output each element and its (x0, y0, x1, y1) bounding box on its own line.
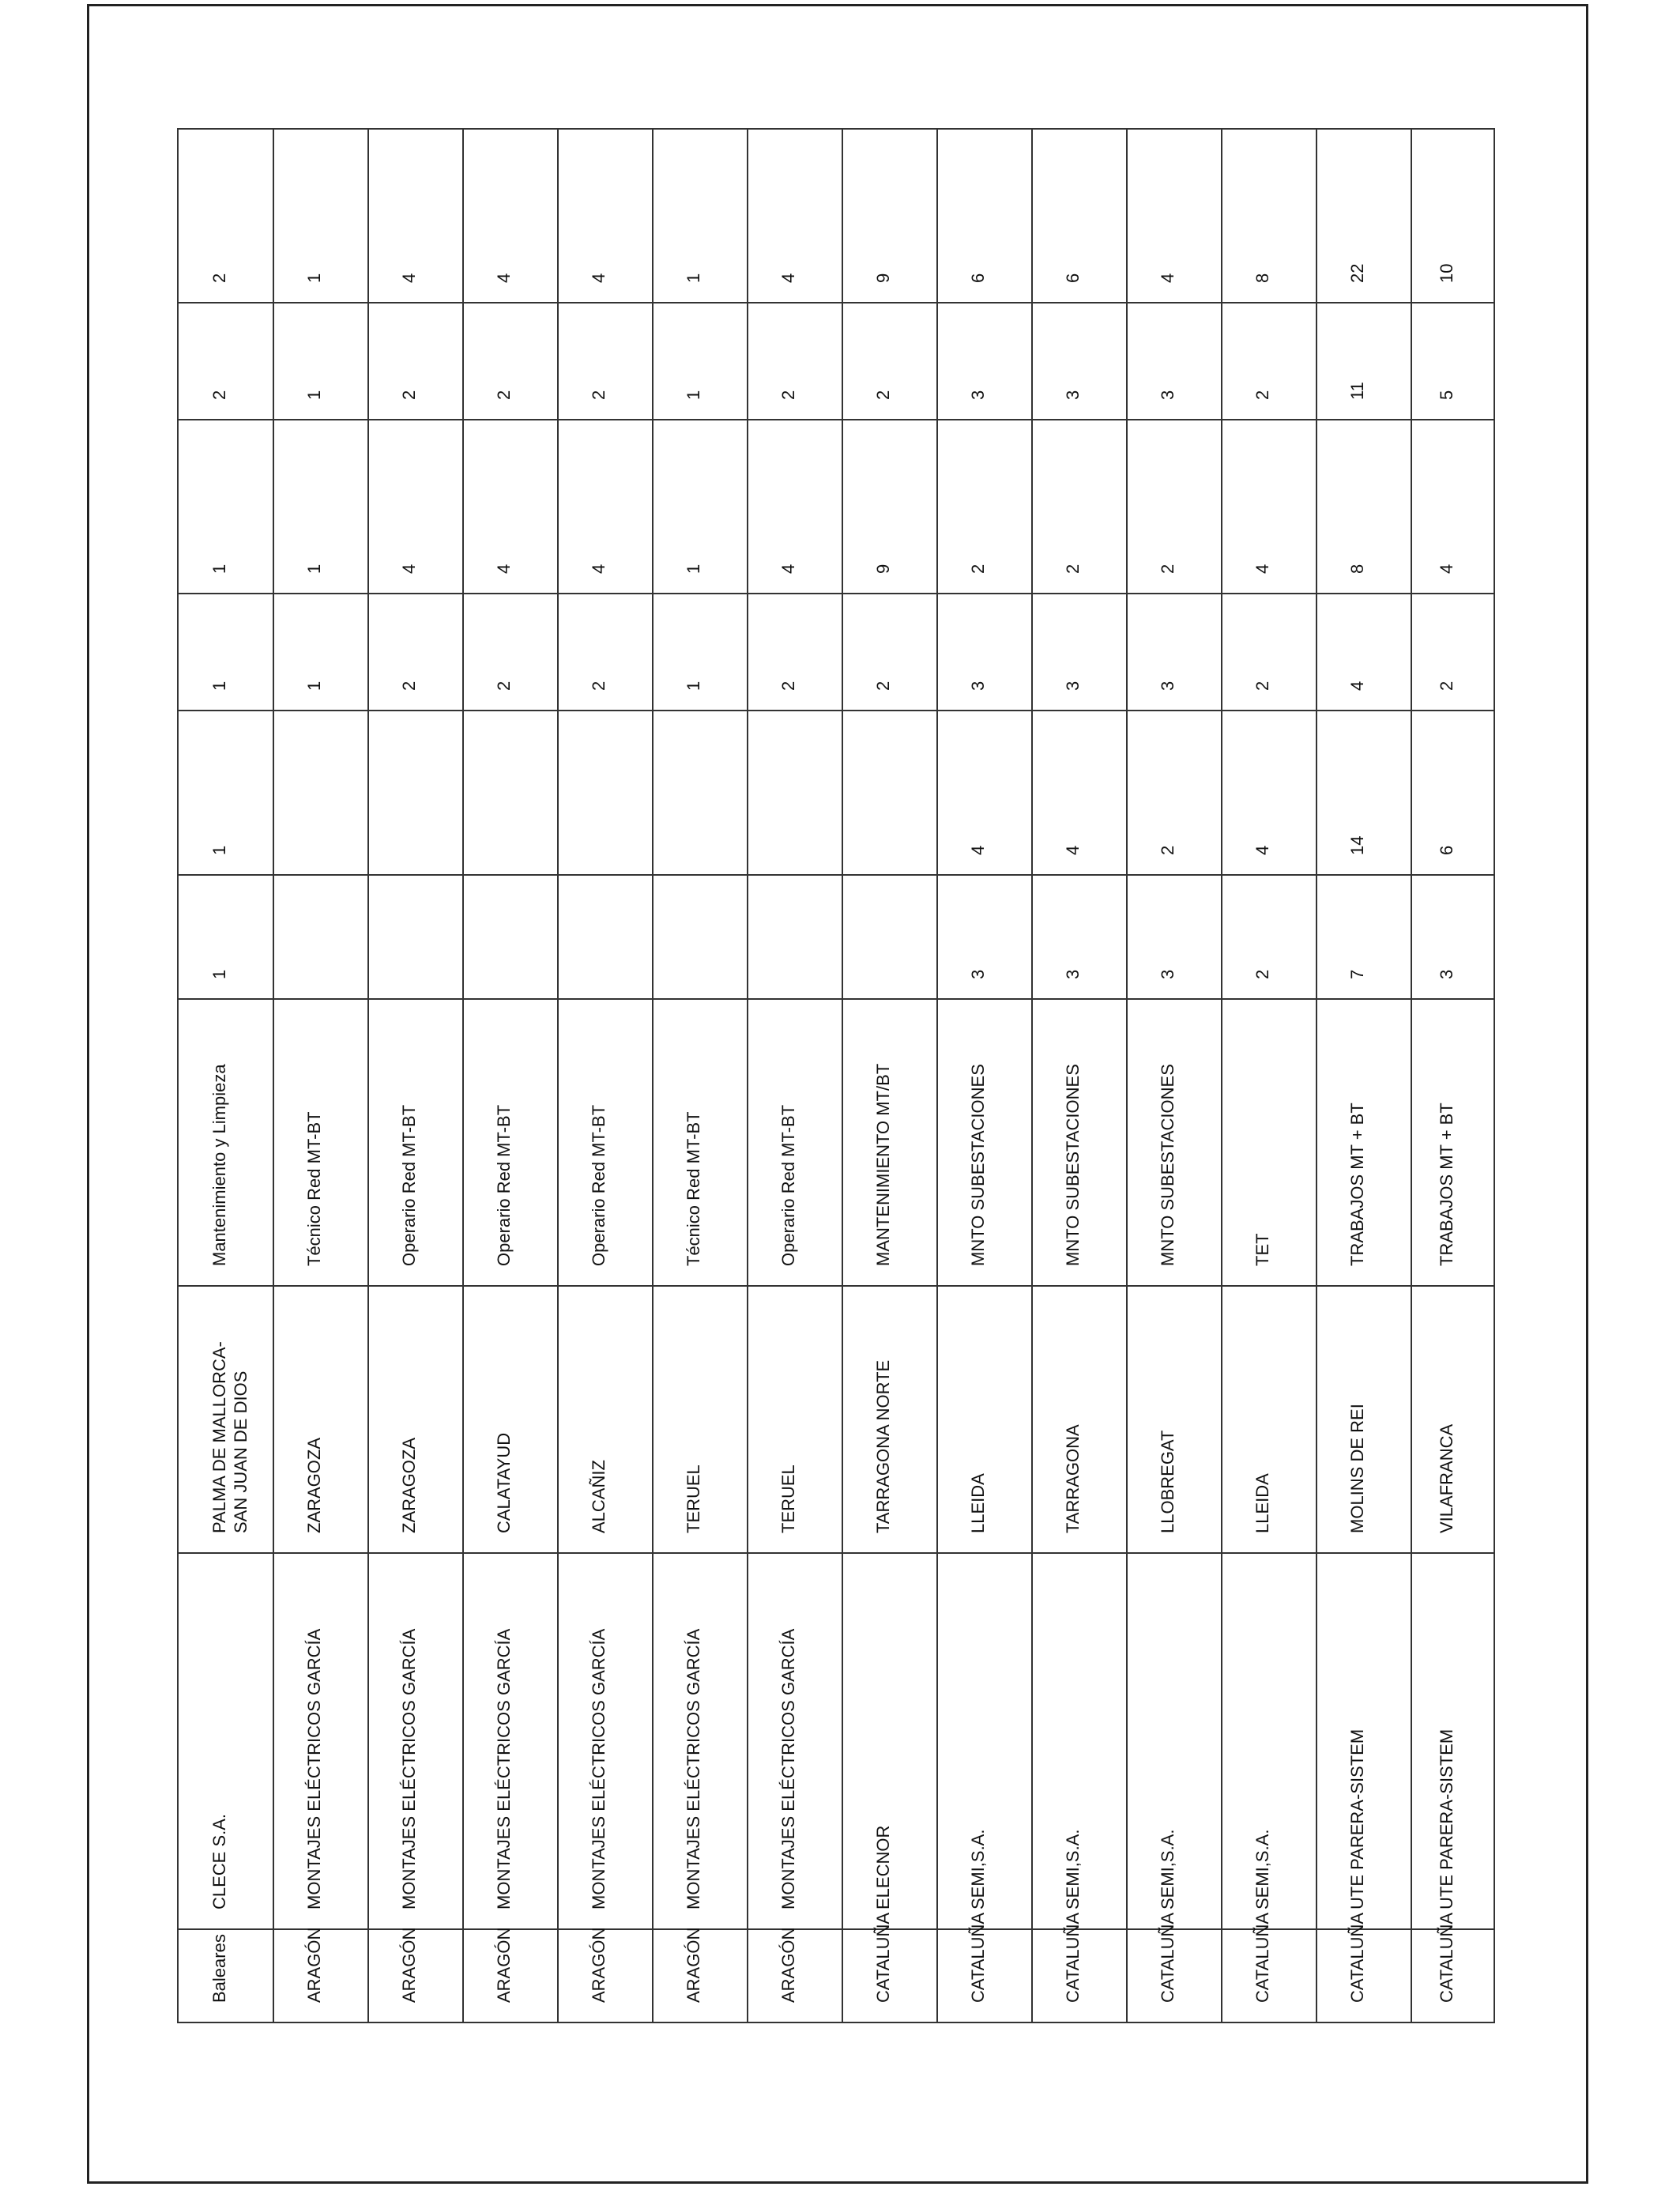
data-table (177, 128, 1495, 2023)
table-cell-col10 (748, 130, 842, 303)
table-cell-col5 (938, 876, 1031, 1000)
table-cell-col5 (1412, 876, 1494, 1000)
cell-text: 2 (209, 273, 229, 283)
table-cell-location (1033, 1287, 1126, 1554)
table-cell-service (179, 1000, 273, 1287)
cell-text: 2 (873, 680, 893, 691)
cell-text: MONTAJES ELÉCTRICOS GARCÍA (589, 1628, 608, 1909)
table-cell-company (1412, 1554, 1494, 1930)
table-cell-col8 (748, 420, 842, 594)
cell-text: ZARAGOZA (399, 1437, 419, 1533)
cell-text: 6 (1063, 273, 1083, 283)
table-row (274, 130, 369, 2022)
cell-text: 7 (1347, 969, 1367, 979)
table-cell-region (179, 1930, 273, 2022)
cell-text: 1 (209, 564, 229, 574)
table-cell-location (274, 1287, 367, 1554)
table-cell-col8 (369, 420, 462, 594)
table-cell-col6 (464, 711, 557, 876)
cell-text: MONTAJES ELÉCTRICOS GARCÍA (684, 1628, 703, 1909)
cell-text: 1 (209, 845, 229, 855)
table-cell-region (843, 1912, 936, 2022)
cell-text: ELECNOR (873, 1825, 893, 1909)
cell-text: 2 (399, 680, 419, 691)
table-cell-region (559, 1927, 652, 2022)
table-cell-region (1412, 1912, 1494, 2022)
cell-text: 2 (589, 680, 608, 691)
table-cell-col9 (464, 303, 557, 420)
table-cell-col7 (938, 594, 1031, 711)
table-cell-region (1222, 1912, 1316, 2022)
cell-text: Baleares (209, 1934, 229, 2003)
cell-text: 4 (1437, 564, 1456, 574)
cell-text: 11 (1347, 382, 1367, 400)
table-cell-col6 (748, 711, 842, 876)
cell-text: 2 (1158, 564, 1177, 574)
table-cell-location (369, 1287, 462, 1554)
table-cell-col5 (1128, 876, 1221, 1000)
cell-text: 3 (1063, 969, 1083, 979)
cell-text: Técnico Red MT-BT (304, 1111, 324, 1266)
table-cell-location (938, 1287, 1031, 1554)
table-cell-company (1222, 1554, 1316, 1930)
cell-text: SEMI,S.A. (968, 1829, 988, 1909)
table-cell-col6 (1412, 711, 1494, 876)
cell-text: 3 (1158, 390, 1177, 400)
table-cell-col9 (274, 303, 367, 420)
cell-text: 4 (1063, 845, 1083, 855)
cell-text: TET (1252, 1233, 1272, 1266)
table-cell-col7 (179, 594, 273, 711)
cell-text: ARAGÓN (494, 1927, 514, 2003)
cell-text: 2 (589, 390, 608, 400)
cell-text: ALCAÑIZ (589, 1460, 608, 1533)
table-cell-company (274, 1554, 367, 1930)
table-cell-col7 (654, 594, 747, 711)
cell-text: ARAGÓN (589, 1927, 608, 2003)
table-cell-col10 (464, 130, 557, 303)
table-cell-col9 (369, 303, 462, 420)
table-cell-company (559, 1554, 652, 1930)
cell-text: Mantenimiento y Limpieza (209, 1064, 229, 1266)
cell-text: 4 (1252, 564, 1272, 574)
cell-text: 4 (494, 564, 514, 574)
table-cell-col9 (1033, 303, 1126, 420)
table-cell-col5 (179, 876, 273, 1000)
cell-text: 14 (1347, 835, 1367, 855)
cell-text: TERUEL (778, 1465, 798, 1533)
table-cell-company (938, 1554, 1031, 1930)
table-cell-company (1128, 1554, 1221, 1930)
cell-text: 1 (209, 680, 229, 691)
cell-text: 2 (494, 390, 514, 400)
table-row (559, 130, 654, 2022)
cell-text: UTE PARERA-SISTEM (1347, 1728, 1367, 1909)
table-cell-col8 (938, 420, 1031, 594)
cell-text: 8 (1252, 273, 1272, 283)
cell-text: 4 (589, 564, 608, 574)
cell-text: Operario Red MT-BT (494, 1104, 514, 1266)
table-cell-col5 (1317, 876, 1411, 1000)
cell-text: 2 (1158, 845, 1177, 855)
table-cell-service (369, 1000, 462, 1287)
cell-text: 4 (1158, 273, 1177, 283)
table-cell-region (748, 1927, 842, 2022)
table-cell-region (369, 1927, 462, 2022)
table-cell-col9 (1412, 303, 1494, 420)
table-cell-service (559, 1000, 652, 1287)
table-cell-company (1317, 1554, 1411, 1930)
table-cell-service (1222, 1000, 1316, 1287)
table-cell-col10 (654, 130, 747, 303)
cell-text: 4 (778, 564, 798, 574)
table-row (1412, 130, 1494, 2022)
table-cell-region (938, 1912, 1031, 2022)
table-row (654, 130, 748, 2022)
cell-text: 2 (873, 390, 893, 400)
table-cell-location (1412, 1287, 1494, 1554)
cell-text: 2 (494, 680, 514, 691)
table-cell-company (843, 1554, 936, 1930)
cell-text: MANTENIMIENTO MT/BT (873, 1063, 893, 1266)
table-cell-service (654, 1000, 747, 1287)
cell-text: 4 (589, 273, 608, 283)
table-cell-col5 (274, 876, 367, 1000)
table-cell-region (1317, 1912, 1411, 2022)
table-cell-col6 (1128, 711, 1221, 876)
cell-text: 1 (209, 969, 229, 979)
cell-text: LLOBREGAT (1158, 1430, 1177, 1533)
cell-text: LLEIDA (1252, 1473, 1272, 1533)
table-cell-company (179, 1554, 273, 1930)
cell-text: Operario Red MT-BT (399, 1104, 419, 1266)
cell-text: UTE PARERA-SISTEM (1437, 1728, 1456, 1909)
cell-text: SEMI,S.A. (1158, 1829, 1177, 1909)
cell-text: MNTO SUBESTACIONES (968, 1064, 988, 1266)
cell-text: SEMI,S.A. (1063, 1829, 1083, 1909)
cell-text: CATALUÑA (1437, 1912, 1456, 2003)
table-cell-company (748, 1554, 842, 1930)
table-cell-col9 (559, 303, 652, 420)
cell-text: 22 (1347, 263, 1367, 283)
table-cell-service (843, 1000, 936, 1287)
table-row (843, 130, 938, 2022)
cell-text: 2 (1252, 390, 1272, 400)
table-cell-col8 (1033, 420, 1126, 594)
table-cell-col7 (1412, 594, 1494, 711)
table-cell-col6 (654, 711, 747, 876)
table-cell-location (1317, 1287, 1411, 1554)
cell-text: ARAGÓN (778, 1927, 798, 2003)
cell-text: MONTAJES ELÉCTRICOS GARCÍA (778, 1628, 798, 1909)
table-cell-col5 (748, 876, 842, 1000)
table-cell-col5 (369, 876, 462, 1000)
table-cell-col8 (464, 420, 557, 594)
cell-text: MNTO SUBESTACIONES (1158, 1064, 1177, 1266)
cell-text: TARRAGONA (1063, 1424, 1083, 1533)
table-cell-company (464, 1554, 557, 1930)
table-cell-col9 (1128, 303, 1221, 420)
cell-text: ARAGÓN (304, 1927, 324, 2003)
cell-text: 2 (968, 564, 988, 574)
cell-text: 1 (304, 564, 324, 574)
table-cell-service (1317, 1000, 1411, 1287)
table-cell-location (654, 1287, 747, 1554)
cell-text: 1 (304, 680, 324, 691)
cell-text: 4 (778, 273, 798, 283)
cell-text: 3 (1063, 680, 1083, 691)
table-cell-service (464, 1000, 557, 1287)
table-cell-col6 (843, 711, 936, 876)
cell-text: CATALUÑA (968, 1912, 988, 2003)
cell-text: TERUEL (684, 1465, 703, 1533)
table-cell-col7 (1033, 594, 1126, 711)
table-cell-col8 (1317, 420, 1411, 594)
cell-text: MONTAJES ELÉCTRICOS GARCÍA (494, 1628, 514, 1909)
cell-text: PALMA DE MALLORCA- SAN JUAN DE DIOS (209, 1341, 250, 1533)
table-cell-region (1033, 1912, 1126, 2022)
cell-text: 3 (1437, 969, 1456, 979)
table-cell-col9 (843, 303, 936, 420)
table-cell-service (938, 1000, 1031, 1287)
table-cell-col7 (369, 594, 462, 711)
table-cell-col7 (559, 594, 652, 711)
table-row (179, 130, 274, 2022)
table-cell-col10 (1222, 130, 1316, 303)
table-cell-col6 (369, 711, 462, 876)
cell-text: 2 (1063, 564, 1083, 574)
cell-text: 2 (1437, 680, 1456, 691)
cell-text: 1 (684, 564, 703, 574)
cell-text: Técnico Red MT-BT (684, 1111, 703, 1266)
table-cell-col7 (464, 594, 557, 711)
table-cell-col6 (1033, 711, 1126, 876)
cell-text: 4 (494, 273, 514, 283)
table-cell-col7 (748, 594, 842, 711)
cell-text: 4 (968, 845, 988, 855)
cell-text: TRABAJOS MT + BT (1347, 1103, 1367, 1266)
cell-text: TARRAGONA NORTE (873, 1359, 893, 1533)
table-cell-region (654, 1927, 747, 2022)
cell-text: ZARAGOZA (304, 1437, 324, 1533)
cell-text: 4 (399, 564, 419, 574)
cell-text: 3 (1158, 680, 1177, 691)
table-cell-region (274, 1927, 367, 2022)
cell-text: 9 (873, 564, 893, 574)
cell-text: 2 (1252, 969, 1272, 979)
cell-text: VILAFRANCA (1437, 1423, 1456, 1533)
table-cell-region (464, 1927, 557, 2022)
cell-text: 3 (968, 969, 988, 979)
cell-text: Operario Red MT-BT (589, 1104, 608, 1266)
cell-text: MNTO SUBESTACIONES (1063, 1064, 1083, 1266)
table-cell-col10 (1033, 130, 1126, 303)
table-cell-col7 (843, 594, 936, 711)
table-cell-col6 (179, 711, 273, 876)
table-row (1222, 130, 1317, 2022)
cell-text-line2: SAN JUAN DE DIOS (230, 1370, 250, 1533)
cell-text: 10 (1437, 263, 1456, 283)
cell-text: LLEIDA (968, 1473, 988, 1533)
table-row (748, 130, 843, 2022)
table-row (369, 130, 464, 2022)
cell-text: 5 (1437, 390, 1456, 400)
table-cell-col7 (274, 594, 367, 711)
table-cell-location (464, 1287, 557, 1554)
cell-text: 1 (304, 390, 324, 400)
table-cell-col9 (654, 303, 747, 420)
table-cell-company (654, 1554, 747, 1930)
table-cell-col7 (1128, 594, 1221, 711)
cell-text: CLECE S.A. (209, 1813, 229, 1909)
cell-text: 6 (1437, 845, 1456, 855)
table-row (938, 130, 1033, 2022)
table-row (1033, 130, 1128, 2022)
table-cell-service (274, 1000, 367, 1287)
cell-text: 3 (1158, 969, 1177, 979)
table-cell-col10 (369, 130, 462, 303)
cell-text: 9 (873, 273, 893, 283)
table-cell-col8 (654, 420, 747, 594)
cell-text: 2 (1252, 680, 1272, 691)
table-cell-col9 (1317, 303, 1411, 420)
cell-text: MONTAJES ELÉCTRICOS GARCÍA (304, 1628, 324, 1909)
table-cell-col10 (1128, 130, 1221, 303)
cell-text: MONTAJES ELÉCTRICOS GARCÍA (399, 1628, 419, 1909)
cell-text: TRABAJOS MT + BT (1437, 1103, 1456, 1266)
table-cell-location (179, 1287, 273, 1554)
cell-text: ARAGÓN (684, 1927, 703, 2003)
table-row (1317, 130, 1412, 2022)
table-cell-col5 (843, 876, 936, 1000)
cell-text: CATALUÑA (1063, 1912, 1083, 2003)
cell-text: CALATAYUD (494, 1432, 514, 1533)
table-cell-service (1412, 1000, 1494, 1287)
table-cell-col10 (559, 130, 652, 303)
cell-text: CATALUÑA (1252, 1912, 1272, 2003)
table-cell-col7 (1317, 594, 1411, 711)
cell-text: 4 (399, 273, 419, 283)
table-cell-col8 (274, 420, 367, 594)
cell-text: 1 (684, 680, 703, 691)
cell-text: 1 (684, 273, 703, 283)
table-cell-col7 (1222, 594, 1316, 711)
cell-text: 3 (968, 680, 988, 691)
table-cell-col8 (843, 420, 936, 594)
table-cell-col6 (938, 711, 1031, 876)
table-cell-location (1128, 1287, 1221, 1554)
cell-text: 2 (778, 390, 798, 400)
table-cell-company (1033, 1554, 1126, 1930)
table-cell-col8 (1222, 420, 1316, 594)
cell-text: 4 (1252, 845, 1272, 855)
table-cell-col6 (274, 711, 367, 876)
table-cell-col5 (559, 876, 652, 1000)
table-cell-col10 (843, 130, 936, 303)
table-row (1128, 130, 1222, 2022)
table-cell-location (1222, 1287, 1316, 1554)
cell-text: 2 (209, 390, 229, 400)
table-cell-col8 (1412, 420, 1494, 594)
cell-text: SEMI,S.A. (1252, 1829, 1272, 1909)
cell-text: 3 (968, 390, 988, 400)
cell-text: 6 (968, 273, 988, 283)
cell-text: MOLINS DE REI (1347, 1404, 1367, 1533)
table-cell-col6 (1222, 711, 1316, 876)
cell-text: 8 (1347, 564, 1367, 574)
table-cell-col5 (654, 876, 747, 1000)
cell-text: 1 (304, 273, 324, 283)
table-cell-service (1033, 1000, 1126, 1287)
table-cell-location (748, 1287, 842, 1554)
table-cell-col10 (1412, 130, 1494, 303)
table-cell-col6 (1317, 711, 1411, 876)
table-cell-col9 (748, 303, 842, 420)
table-cell-col8 (179, 420, 273, 594)
table-cell-location (559, 1287, 652, 1554)
cell-text: 2 (778, 680, 798, 691)
table-cell-col8 (1128, 420, 1221, 594)
table-cell-col8 (559, 420, 652, 594)
table-cell-region (1128, 1912, 1221, 2022)
table-cell-col6 (559, 711, 652, 876)
table-cell-company (369, 1554, 462, 1930)
cell-text: CATALUÑA (873, 1912, 893, 2003)
table-cell-col9 (1222, 303, 1316, 420)
cell-text: 4 (1347, 680, 1367, 691)
cell-text: CATALUÑA (1347, 1912, 1367, 2003)
table-cell-col10 (1317, 130, 1411, 303)
table-cell-col10 (274, 130, 367, 303)
table-cell-col5 (1222, 876, 1316, 1000)
cell-text: 1 (684, 390, 703, 400)
table-cell-col9 (938, 303, 1031, 420)
cell-text: ARAGÓN (399, 1927, 419, 2003)
table-cell-col5 (464, 876, 557, 1000)
table-cell-service (748, 1000, 842, 1287)
table-cell-col10 (179, 130, 273, 303)
cell-text: Operario Red MT-BT (778, 1104, 798, 1266)
table-cell-col10 (938, 130, 1031, 303)
table-cell-service (1128, 1000, 1221, 1287)
table-cell-location (843, 1287, 936, 1554)
table-cell-col5 (1033, 876, 1126, 1000)
cell-text: 3 (1063, 390, 1083, 400)
table-row (464, 130, 559, 2022)
cell-text: CATALUÑA (1158, 1912, 1177, 2003)
table-cell-col9 (179, 303, 273, 420)
cell-text: 2 (399, 390, 419, 400)
